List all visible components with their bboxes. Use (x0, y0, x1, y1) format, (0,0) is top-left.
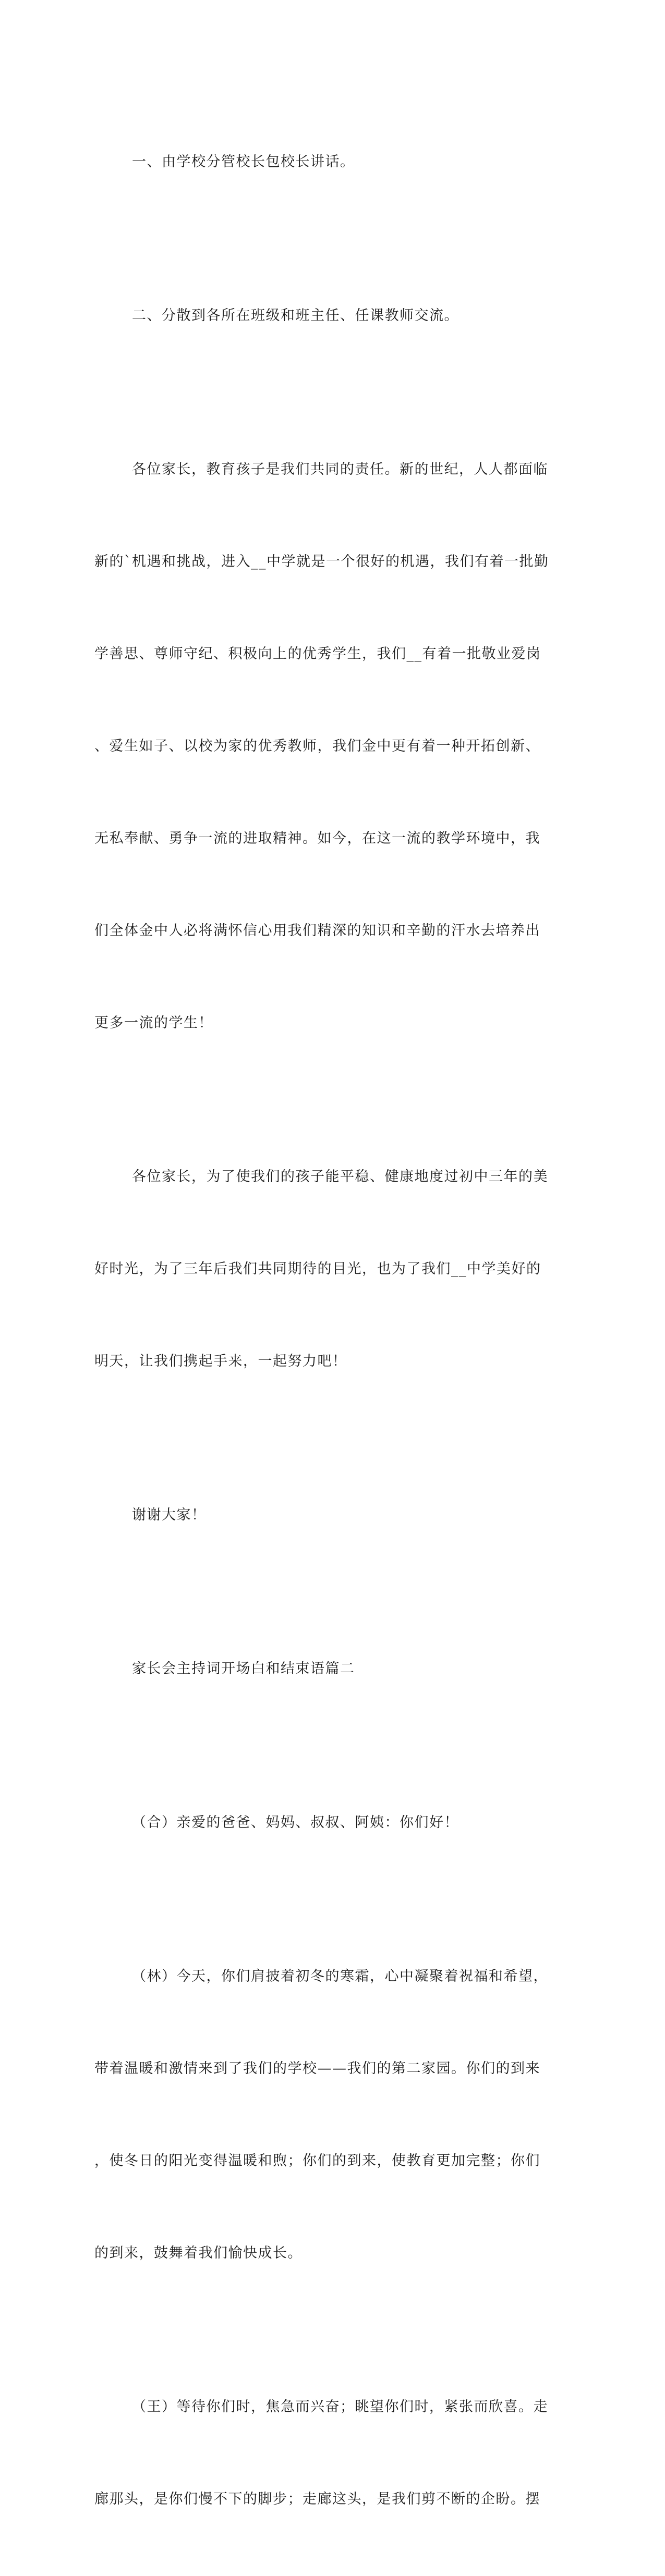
text-line: （王）等待你们时，焦急而兴奋；眺望你们时，紧张而欣喜。走 (132, 2399, 548, 2415)
text-line: 各位家长，教育孩子是我们共同的责任。新的世纪，人人都面临 (132, 461, 548, 477)
text-line: 的到来，鼓舞着我们愉快成长。 (94, 2245, 303, 2261)
text-line: 学善思、尊师守纪、积极向上的优秀学生，我们__有着一批敬业爱岗 (94, 646, 541, 662)
paragraph-5 (94, 1438, 538, 1592)
text-line: 带着温暖和激情来到了我们的学校——我们的第二家园。你们的到来 (94, 2060, 540, 2077)
paragraph-4 (94, 1100, 548, 1438)
text-line: ，使冬日的阳光变得温暖和煦；你们的到来，使教育更加完整；你们 (94, 2153, 540, 2169)
text-line: 谢谢大家！ (132, 1507, 207, 1523)
document-body (94, 85, 549, 2576)
text-line: 无私奉献、勇争一流的进取精神。如今，在这一流的教学环境中，我 (94, 830, 540, 847)
text-line: 更多一流的学生！ (94, 1015, 213, 1031)
paragraph-9 (94, 2330, 548, 2576)
text-line: 们全体金中人必将满怀信心用我们精深的知识和辛勤的汗水去培养出 (94, 923, 540, 939)
paragraph-1 (94, 85, 538, 239)
text-line: 各位家长，为了使我们的孩子能平稳、健康地度过初中三年的美 (132, 1169, 548, 1185)
text-line: 廊那头，是你们慢不下的脚步；走廊这头，是我们剪不断的企盼。摆 (94, 2491, 540, 2507)
text-line: 新的`机遇和挑战，进入__中学就是一个很好的机遇，我们有着一批勤 (94, 554, 549, 570)
paragraph-3 (94, 392, 549, 1100)
paragraph-7 (94, 1746, 538, 1899)
text-line: 二、分散到各所在班级和班主任、任课教师交流。 (132, 308, 459, 324)
text-line: 好时光，为了三年后我们共同期待的目光，也为了我们__中学美好的 (94, 1261, 541, 1277)
text-line: （林）今天，你们肩披着初冬的寒霜，心中凝聚着祝福和希望， (132, 1968, 548, 1984)
text-line: 、爱生如子、以校为家的优秀教师，我们金中更有着一种开拓创新、 (94, 738, 540, 754)
paragraph-8 (94, 1899, 548, 2330)
section-heading (94, 1592, 538, 1746)
text-line: 家长会主持词开场白和结束语篇二 (132, 1661, 355, 1677)
text-line: 一、由学校分管校长包校长讲话。 (132, 154, 355, 170)
text-line: （合）亲爱的爸爸、妈妈、叔叔、阿姨：你们好！ (132, 1814, 459, 1831)
paragraph-2 (94, 239, 538, 392)
text-line: 明天，让我们携起手来，一起努力吧！ (94, 1353, 347, 1369)
